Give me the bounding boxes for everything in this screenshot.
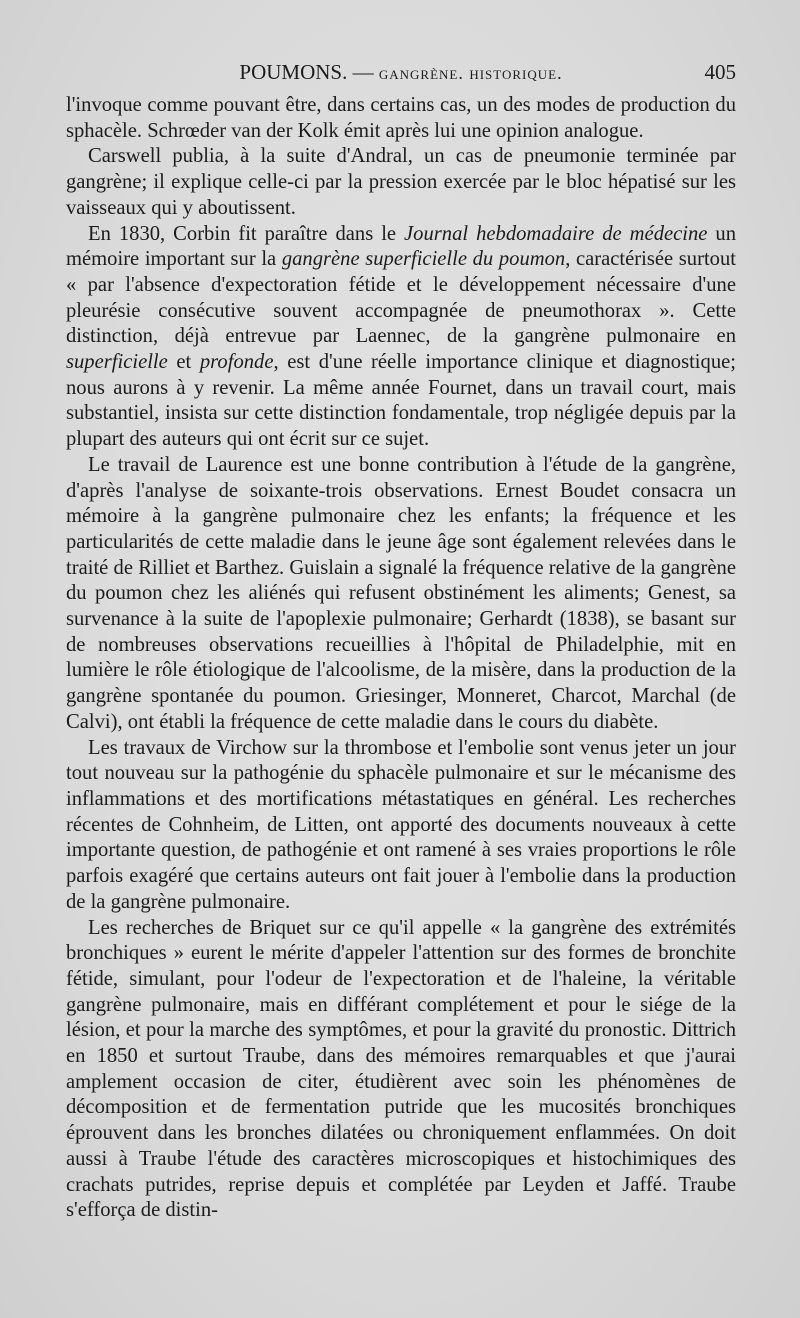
paragraph [66,222,736,453]
text-run: un mémoire important sur la [66,222,737,271]
text-run: Le travail de Laurence est une bonne contribution à l'étude de la gangrène, d'après l'analyse de soixante-trois observations. Ernest Boudet consacra un mémoire à la gangrène pulmonaire chez les enfants; la fréquence et les particularités de cette maladie dans le jeune âge sont également relevées dans le traité de Rilliet et Barthez. Guislain a signalé la fréquence relative de la gangrène du poumon chez les aliénés qui refusent obstinément les aliments; Genest, sa survenance à la suite de l'apoplexie pulmonaire; Gerhardt (1838), se basant sur de nombreuses observations recueillies à l'hôpital de Philadelphie, mit en lumière le rôle étiologique de l'alcoolisme, de la misère, dans la production de la gangrène spontanée du poumon. Griesinger, Monneret, Charcot, Marchal (de Calvi), ont établi la fréquence de cette maladie dans le cours du diabète. [66,453,736,733]
text-run: , caractérisée surtout « par l'absence d'expectoration fétide et le développement nécessaire d'une pleurésie consécutive souvent accompagnée de pneumothorax ». Cette distinction, déjà entrevue par Laennec, de la gangrène pulmonaire en [66,248,736,348]
italic-text: Journal hebdomadaire de médecine [404,222,708,245]
running-title [66,60,736,85]
paragraph [66,93,736,144]
paragraph [66,916,736,1224]
paragraph [66,736,736,916]
body-text [66,93,736,1224]
running-header [66,60,736,88]
page-number: 405 [704,60,736,84]
text-run: , est d'une réelle importance clinique et diagnostique; nous aurons à y revenir. La même année Fournet, dans un travail court, mais substantiel, insista sur cette distinction fondamentale, trop négligée depuis par la plupart des auteurs qui ont écrit sur ce sujet. [66,351,736,451]
text-run: En 1830, Corbin fit paraître dans le [88,222,405,245]
running-title-main: POUMONS. [239,60,348,84]
italic-text: superficielle [66,351,168,374]
text-run: l'invoque comme pouvant être, dans certains cas, un des modes de production du sphacèle. Schrœder van der Kolk émit après lui une opinion analogue. [66,94,736,142]
text-run: et [167,351,200,374]
text-run: Les travaux de Virchow sur la thrombose et l'embolie sont venus jeter un jour tout nouveau sur la pathogénie du sphacèle pulmonaire et sur le mécanisme des inflammations et des mortifications métastatiques en général. Les recherches récentes de Cohnheim, de Litten, ont apporté des documents nouveaux à cette importante question, de pathogénie et ont ramené à ses vraies proportions le rôle parfois exagéré que certains auteurs ont fait jouer à l'embolie dans la production de la gangrène pulmonaire. [66,736,736,913]
running-title-separator: — [352,60,374,84]
italic-text: profonde [199,351,274,374]
running-title-subtitle: gangrène. historique. [378,63,563,83]
paragraph [66,144,736,221]
italic-text: gangrène superficielle du poumon [281,248,566,271]
text-run: Les recherches de Briquet sur ce qu'il appelle « la gangrène des extrémités bronchiques » eurent le mérite d'appeler l'attention sur des formes de bronchite fétide, simulant, pour l'odeur de l'expectoration et de l'haleine, la véritable gangrène pulmonaire, mais en différant complétement et pour le siége de la lésion, et pour la marche des symptômes, et pour la gravité du pronostic. Dittrich en 1850 et surtout Traube, dans des mémoires remarquables et que j'aurai amplement occasion de citer, étudièrent avec soin les phénomènes de décomposition et de fermentation putride que les mucosités bronchiques éprouvent dans les bronches dilatées ou chroniquement enflammées. On doit aussi à Traube l'étude des caractères microscopiques et histochimiques des crachats putrides, reprise depuis et complétée par Leyden et Jaffé. Traube s'efforça de distin- [66,916,736,1222]
text-run: Carswell publia, à la suite d'Andral, un cas de pneumonie terminée par gangrène; il explique celle-ci par la pression exercée par le bloc hépatisé sur les vaisseaux qui y aboutissent. [66,145,736,219]
paragraph [66,453,736,736]
